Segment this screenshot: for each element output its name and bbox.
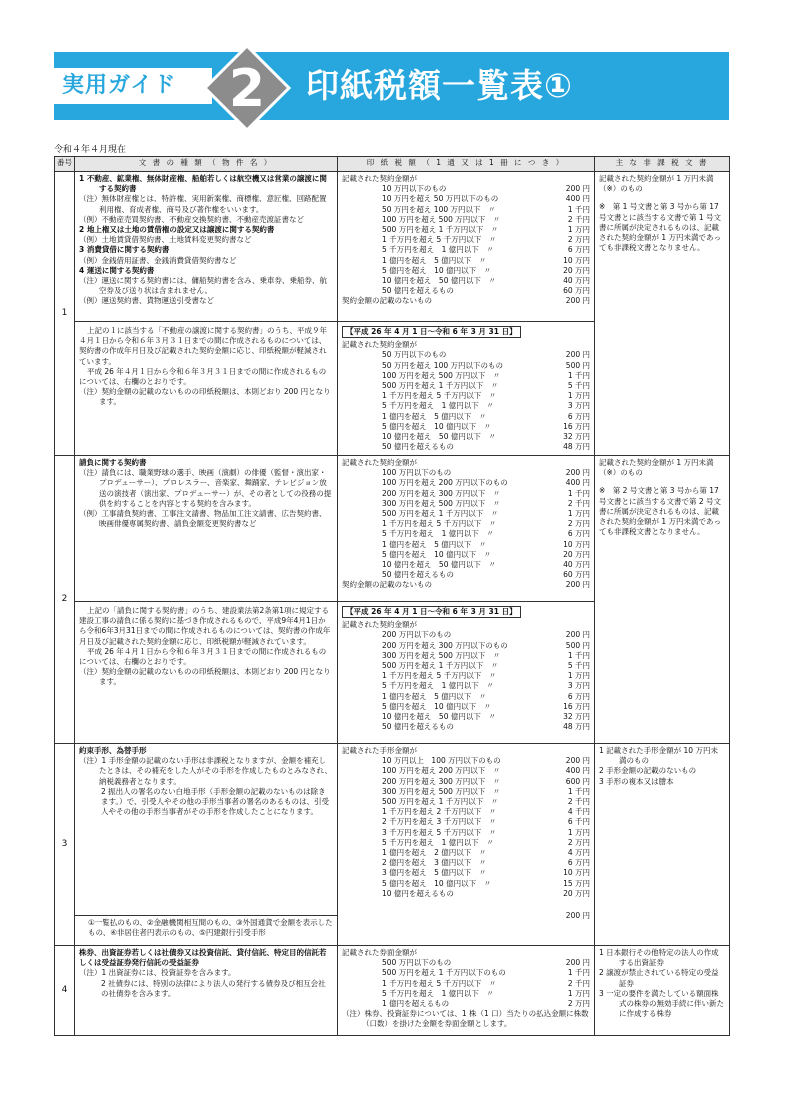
tax-range: 200 万円を超え 300 万円以下 〃 [382,776,501,786]
row-number: 1 [55,172,75,456]
tax-row [342,235,590,245]
document-line: （注）契約金額の記載のないものの印紙税額は、本則どおり 200 円となります。 [79,387,331,407]
nontax-line: 記載された契約金額が 1 万円未満（※）のもの [599,458,714,478]
tax-amount: 40 万円 [563,276,590,286]
tax-range: 50 万円を超え 100 万円以下のもの [382,360,504,370]
tax-range: 100 万円を超え 500 万円以下 〃 [382,370,501,380]
tax-amount: 20 万円 [563,549,590,559]
tax-range: 5 千万円を超え 1 億円以下 〃 [382,245,494,255]
nontax-cell [595,456,730,744]
tax-row [342,391,590,401]
document-sub-cell [75,916,338,946]
tax-row [342,651,590,661]
tax-range: 契約金額の記載のないもの [342,580,432,590]
tax-row [342,422,590,432]
tax-amount: 1 万円 [567,225,590,235]
document-line: （注）運送に関する契約書には、傭船契約書を含み、乗車券、乗船券、航空券及び送り状は含まれません。 [79,276,327,296]
tax-amount: 2 千円 [567,797,590,807]
tax-row [342,550,590,560]
tax-range: 10 億円を超え 50 億円以下 〃 [382,560,496,570]
tax-cell [338,172,595,322]
stamp-tax-table [54,156,730,1036]
tax-list [342,958,590,1009]
tax-range: 1 千万円を超え 5 千万円以下 〃 [382,519,497,529]
nontax-cell [595,172,730,456]
tax-row [342,958,590,968]
tax-amount: 6 万円 [567,411,590,421]
tax-amount: 1 万円 [567,391,590,401]
document-line: 平成 26 年４月１日から令和６年３月３１日までの間に作成されるものについては、右欄のとおりです。 [79,646,327,667]
tax-row [342,560,590,570]
tax-range: 1 千万円を超え 2 千万円以下 〃 [382,807,497,817]
tax-row [342,681,590,691]
tax-amount: 32 万円 [563,712,590,722]
tax-range: 500 万円を超え 1 千万円以下 〃 [382,797,499,807]
tax-row [342,432,590,442]
tax-row [342,442,590,452]
tax-amount: 20 万円 [563,888,590,898]
tax-amount: 200 円 [565,350,590,360]
tax-row [342,868,590,878]
tax-row [342,194,590,204]
document-cell [75,946,338,1036]
tax-row [342,999,590,1009]
table-row [55,744,730,916]
tax-row [342,184,590,194]
tax-range: 10 億円を超え 50 億円以下 〃 [382,276,496,286]
tax-row-none [342,296,590,306]
tax-row [342,828,590,838]
tax-heading: 記載された契約金額が [342,458,417,467]
tax-range: 500 万円以下のもの [382,958,452,968]
document-line: （注）無体財産権とは、特許権、実用新案権、商標権、意匠権、回路配置利用権、育成者権、商号及び著作権をいいます。 [79,194,327,214]
table-header-row [55,157,730,172]
tax-amount: 48 万円 [563,442,590,452]
tax-row [342,478,590,488]
tax-range: 50 億円を超えるもの [382,286,454,296]
document-line: 株券、出資証券若しくは社債券又は投資信託、貸付信託、特定目的信託若しくは受益証券発行信託の受益証券 [79,948,327,968]
tax-amount: 400 円 [565,766,590,776]
tax-amount: 2 万円 [567,519,590,529]
document-line: （例）工事請負契約書、工事注文請書、物品加工注文請書、広告契約書、映画俳優専属契約書、請負金額変更契約書など [79,509,327,529]
tax-amount: 2 万円 [567,999,590,1009]
tax-row [342,702,590,712]
tax-row [342,350,590,360]
document-line: 上記の「請負に関する契約書」のうち、建設業法第2条第1項に規定する建設工事の請負に係る契約に基づき作成されるもので、平成9年4月1日から令和6年3月31日までの間に作成されるものについては、契約書の作成年月日及び記載された契約金額に応じ、印紙税額が軽減されています。 [79,606,331,646]
nontax-line: 3 手形の複本又は謄本 [599,776,674,786]
tax-amount: 6 万円 [567,691,590,701]
tax-range: 1 億円を超え 2 億円以下 〃 [382,848,487,858]
tax-amount: 6 千円 [567,817,590,827]
tax-row [342,489,590,499]
tax-row [342,499,590,509]
tax-range: 1 億円を超え 5 億円以下 〃 [382,691,487,701]
tax-amount: 1 千円 [567,488,590,498]
document-line: 3 消費貸借に関する契約書 [79,245,170,255]
period-label: 【平成 26 年 4 月 1 日～令和 6 年 3 月 31 日】 [342,606,521,618]
tax-amount: 2 千円 [567,214,590,224]
tax-row [342,692,590,702]
tax-amount: 5 千円 [567,381,590,391]
tax-row [342,671,590,681]
tax-row [342,879,590,889]
document-line: （例）金銭借用証書、金銭消費貸借契約書など [79,255,237,265]
tax-range: 200 万円を超え 300 万円以下のもの [382,640,508,650]
tax-row [342,509,590,519]
document-line: 2 地上権又は土地の賃借権の設定又は譲渡に関する契約書 [79,225,275,235]
tax-row [342,979,590,989]
tax-row [342,412,590,422]
tax-sub-cell [338,602,595,744]
tax-row [342,848,590,858]
tax-amount: 200 円 [565,468,590,478]
tax-range: 10 万円以上 100 万円以下のもの [382,756,501,766]
nontax-line: 記載された契約金額が 1 万円未満（※）のもの [599,174,714,194]
tax-row [342,529,590,539]
tax-amount: 500 円 [565,360,590,370]
tax-amount: 500 円 [565,640,590,650]
tax-amount: 2 万円 [567,837,590,847]
tax-range: 300 万円を超え 500 万円以下 〃 [382,498,501,508]
tax-amount: 400 円 [565,478,590,488]
tax-row-none [342,580,590,590]
tax-range: 50 億円を超えるもの [382,722,454,732]
tax-amount: 200 円 [565,630,590,640]
tax-range: 50 億円を超えるもの [382,442,454,452]
tax-range: 10 万円以下のもの [382,184,447,194]
tax-amount: 20 万円 [563,265,590,275]
tax-range: 1 億円を超え 5 億円以下 〃 [382,539,487,549]
page-title: 印紙税額一覧表① [306,66,573,105]
tax-range: 1 億円を超えるもの [382,999,450,1009]
tax-amount: 200 円 [565,756,590,766]
tax-sub-cell [338,322,595,456]
tax-range: 50 億円を超えるもの [382,570,454,580]
tax-amount: 16 万円 [563,701,590,711]
tax-amount: 60 万円 [563,286,590,296]
tax-amount: 3 万円 [567,681,590,691]
tax-amount: 200 円 [565,958,590,968]
document-line: ①一覧払のもの、②金融機関相互間のもの、③外国通貨で金額を表示したもの、④非居住者円表示のもの、⑤円建銀行引受手形 [88,918,333,938]
tax-amount: 15 万円 [563,878,590,888]
tax-list [342,350,590,452]
tax-row [342,661,590,671]
tax-row [342,756,590,766]
document-line: （例）土地賃貸借契約書、土地賃料変更契約書など [79,235,252,245]
document-sub-cell [75,322,338,456]
document-sub-cell [75,602,338,744]
tax-range: 1 千万円を超え 5 千万円以下 〃 [382,978,497,988]
document-line: 約束手形、為替手形 [79,746,147,755]
tax-row [342,787,590,797]
tax-row [342,286,590,296]
tax-amount: 1 万円 [567,988,590,998]
tax-row-special [342,911,590,921]
tax-amount: 400 円 [565,194,590,204]
tax-heading: 記載された手形金額が [342,746,417,755]
col-header-nontax: 主 な 非 課 税 文 書 [595,157,730,172]
tax-amount: 10 万円 [563,539,590,549]
tax-range: 5 千万円を超え 1 億円以下 〃 [382,401,494,411]
tax-row [342,266,590,276]
document-line: 2 社債券には、特別の法律により法人の発行する債券及び相互会社の社債券を含みます。 [101,978,326,998]
tax-range: 100 万円以下のもの [382,468,452,478]
tax-cell [338,744,595,946]
tax-amount: 200 円 [565,580,590,590]
tax-range: 300 万円を超え 500 万円以下 〃 [382,650,501,660]
tax-range: 5 億円を超え 10 億円以下 〃 [382,878,492,888]
document-line: 1 不動産、鉱業権、無体財産権、船舶若しくは航空機又は営業の譲渡に関する契約書 [79,174,327,194]
table-row [55,172,730,322]
tax-amount: 10 万円 [563,868,590,878]
document-line: 4 運送に関する契約書 [79,265,155,275]
tax-range: 2 億円を超え 3 億円以下 〃 [382,858,487,868]
row-number: 4 [55,946,75,1036]
col-header-document: 文 書 の 種 類 （ 物 件 名 ） [75,157,338,172]
tax-range: 5 千万円を超え 1 億円以下 〃 [382,988,494,998]
tax-range: 200 万円以下のもの [382,630,452,640]
tax-range: 500 万円を超え 1 千万円以下 〃 [382,661,499,671]
tax-list [342,756,590,899]
col-header-tax: 印 紙 税 額 （ 1 通 又 は 1 冊 に つ き ） [338,157,595,172]
tax-row [342,641,590,651]
tax-heading: 記載された券面金額が [342,948,417,957]
nontax-line: ※ 第 1 号文書と第 3 号から第 17 号文書とに該当する文書で第 1 号文書に所属が決定されるものは、記載された契約金額が 1 万円未満であっても非課税文書となりません。 [599,202,722,253]
tax-row [342,838,590,848]
tax-amount: 1 万円 [567,509,590,519]
tax-range: 500 万円を超え 1 千万円以下 〃 [382,225,499,235]
tax-row [342,381,590,391]
tax-amount: 48 万円 [563,722,590,732]
tax-range: 1 千万円を超え 5 千万円以下 〃 [382,391,497,401]
tax-row [342,817,590,827]
tax-range: 300 万円を超え 500 万円以下 〃 [382,786,501,796]
tax-row [342,712,590,722]
tax-range: 10 万円を超え 50 万円以下のもの [382,194,499,204]
tax-range: 500 万円を超え 1 千万円以下のもの [382,968,506,978]
document-line: 請負に関する契約書 [79,458,147,467]
tax-amount: 200 円 [565,911,590,921]
tax-row [342,361,590,371]
tax-row [342,215,590,225]
tax-heading: 記載された契約金額が [342,340,417,350]
tax-amount: 4 千円 [567,807,590,817]
tax-range: 5 千万円を超え 1 億円以下 〃 [382,837,494,847]
tax-row [342,225,590,235]
tax-amount: 2 千円 [567,978,590,988]
nontax-line: 1 記載された手形金額が 10 万円未満のもの [599,746,718,766]
tax-range: 3 千万円を超え 5 千万円以下 〃 [382,827,497,837]
tax-range: 5 億円を超え 10 億円以下 〃 [382,265,492,275]
tax-range: 500 万円を超え 1 千万円以下 〃 [382,381,499,391]
document-cell [75,456,338,602]
tax-amount: 32 万円 [563,432,590,442]
tax-heading: 記載された契約金額が [342,620,417,630]
tax-amount: 1 千円 [567,968,590,978]
tax-row [342,371,590,381]
nontax-line: 1 日本銀行その他特定の法人の作成する出資証券 [599,948,719,968]
tax-range: 5 億円を超え 10 億円以下 〃 [382,421,492,431]
row-number: 2 [55,456,75,744]
tax-row [342,722,590,732]
tax-amount: 6 万円 [567,858,590,868]
table-row [55,456,730,602]
period-label: 【平成 26 年 4 月 1 日～令和 6 年 3 月 31 日】 [342,326,521,338]
tax-range: 契約金額の記載のないもの [342,296,432,306]
tax-heading: 記載された契約金額が [342,174,417,183]
tax-range: 100 万円を超え 200 万円以下のもの [382,478,508,488]
col-header-number: 番号 [55,157,75,172]
tax-row [342,777,590,787]
tax-amount: 10 万円 [563,255,590,265]
nontax-line: 2 譲渡が禁止されている特定の受益証券 [599,968,719,988]
tax-cell [338,456,595,602]
tax-row [342,807,590,817]
tax-range: 100 万円を超え 200 万円以下 〃 [382,766,501,776]
tax-row [342,245,590,255]
tax-amount: 1 万円 [567,671,590,681]
number-badge-label: 2 [228,59,266,119]
document-cell [75,172,338,322]
tax-amount: 16 万円 [563,421,590,431]
tax-amount: 1 千円 [567,204,590,214]
tax-range: 200 万円を超え 300 万円以下 〃 [382,488,501,498]
tax-amount: 1 千円 [567,370,590,380]
tax-amount: 60 万円 [563,570,590,580]
tax-amount: 200 円 [565,184,590,194]
nontax-line: ※ 第 2 号文書と第 3 号から第 17 号文書とに該当する文書で第 2 号文書に所属が決定されるものは、記載された契約金額が 1 万円未満であっても非課税文書となりません。 [599,486,722,537]
tax-row [342,797,590,807]
tax-range: 5 億円を超え 10 億円以下 〃 [382,549,492,559]
tax-amount: 5 千円 [567,661,590,671]
tax-range: 1 千万円を超え 5 千万円以下 〃 [382,235,497,245]
row-number: 3 [55,744,75,946]
tax-row [342,989,590,999]
table-row [55,946,730,1036]
tax-row [342,205,590,215]
nontax-cell [595,946,730,1036]
nontax-line: 2 手形金額の記載のないもの [599,766,697,776]
tax-amount: 3 万円 [567,401,590,411]
tax-amount: 4 万円 [567,848,590,858]
tax-range: 50 万円を超え 100 万円以下 〃 [382,204,496,214]
guide-label: 実用ガイド [62,73,177,98]
tax-range: 5 千万円を超え 1 億円以下 〃 [382,529,494,539]
tax-amount: 1 千円 [567,786,590,796]
tax-row [342,256,590,266]
number-badge [203,44,291,132]
document-line: 上記の１に該当する「不動産の譲渡に関する契約書」のうち、平成９年４月１日から令和６年３月３１日までの間に作成されるものについては、契約書の作成年月日及び記載された契約金額に応じ、印紙税額が軽減されています。 [79,326,327,366]
tax-range: 1 億円を超え 5 億円以下 〃 [382,411,487,421]
tax-range: 5 千万円を超え 1 億円以下 〃 [382,681,494,691]
tax-row [342,570,590,580]
document-line: 平成 26 年４月１日から令和６年３月３１日までの間に作成されるものについては、右欄のとおりです。 [79,366,327,387]
document-line: （注）1 手形金額の記載のない手形は非課税となりますが、金額を補充したときは、その補充をした人がその手形を作成したものとみなされ、納税義務者となります。 [79,756,332,786]
tax-row [342,540,590,550]
tax-row [342,276,590,286]
tax-amount: 1 千円 [567,650,590,660]
tax-row [342,889,590,899]
document-line: （例）不動産売買契約書、不動産交換契約書、不動産売渡証書など [79,214,304,224]
tax-range: 500 万円を超え 1 千万円以下 〃 [382,509,499,519]
tax-amount: 2 万円 [567,235,590,245]
tax-amount: 200 円 [565,296,590,306]
tax-row [342,630,590,640]
tax-amount: 2 千円 [567,498,590,508]
tax-cell [338,946,595,1036]
tax-range: 3 億円を超え 5 億円以下 〃 [382,868,487,878]
tax-amount: 1 万円 [567,827,590,837]
document-line: （注）1 出資証券には、投資証券を含みます。 [79,968,236,978]
tax-range: 50 万円以下のもの [382,350,447,360]
tax-list [342,630,590,732]
tax-range: 5 億円を超え 10 億円以下 〃 [382,701,492,711]
document-cell [75,744,338,916]
tax-row [342,401,590,411]
tax-amount: 6 万円 [567,245,590,255]
nontax-cell [595,744,730,946]
tax-note: （注）株券、投資証券については、1 株（1 口）当たりの払込金額に株数（口数）を掛けた金額を券面金額とします。 [342,1009,589,1029]
document-line: （注）請負には、職業野球の選手、映画（演劇）の俳優（監督・演出家・プロデューサー）、プロレスラー、音楽家、舞踊家、テレビジョン放送の演技者（演出家、プロデューサー）が、その者としての役務の提供を約することを内容とする契約を含みます。 [79,468,332,508]
tax-range: 2 千万円を超え 3 千万円以下 〃 [382,817,497,827]
tax-amount: 600 円 [565,776,590,786]
tax-row [342,968,590,978]
document-line: （注）契約金額の記載のないものの印紙税額は、本則どおり 200 円となります。 [79,667,331,687]
document-line: （例）運送契約書、貨物運送引受書など [79,296,214,306]
tax-amount: 6 万円 [567,529,590,539]
tax-row [342,766,590,776]
tax-range: 10 億円を超え 50 億円以下 〃 [382,712,496,722]
tax-row [342,858,590,868]
document-line: 2 振出人の署名のない白地手形（手形金額の記載のないものは除きます。）で、引受人やその他の手形当事者の署名のあるものは、引受人やその他の手形当事者がその手形を作成したことになります。 [101,786,329,817]
tax-amount: 40 万円 [563,560,590,570]
tax-range: 1 千万円を超え 5 千万円以下 〃 [382,671,497,681]
tax-range: 10 億円を超え 50 億円以下 〃 [382,432,496,442]
tax-list [342,184,590,306]
tax-row [342,519,590,529]
tax-row [342,468,590,478]
tax-list [342,468,590,590]
tax-range: 100 万円を超え 500 万円以下 〃 [382,214,501,224]
tax-range: 10 億円を超えるもの [382,888,454,898]
tax-range: 1 億円を超え 5 億円以下 〃 [382,255,487,265]
as-of-date: 令和４年４月現在 [54,145,127,155]
nontax-line: 3 一定の要件を満たしている額面株式の株券の無効手続に伴い新たに作成する株券 [599,988,724,1019]
